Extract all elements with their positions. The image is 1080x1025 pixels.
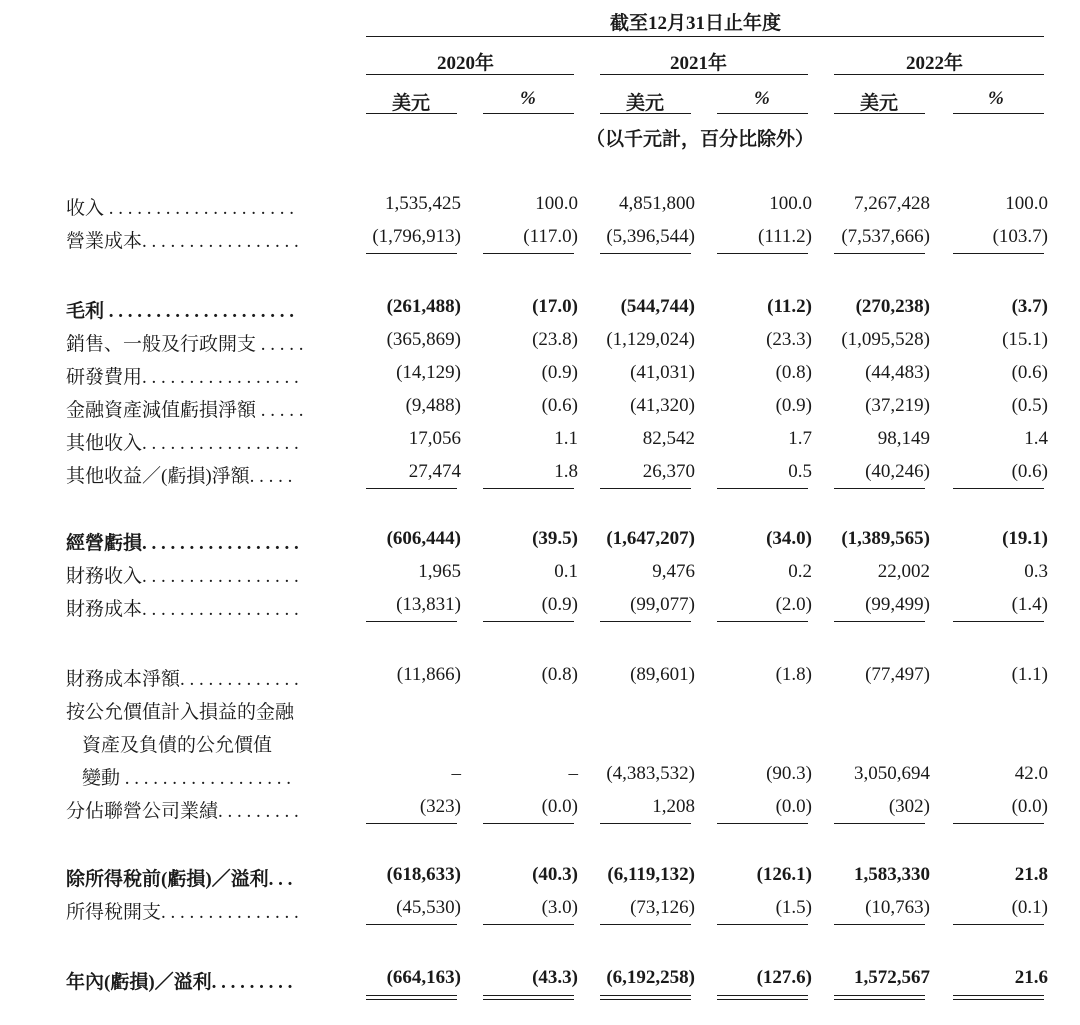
col-pct-2021: % xyxy=(754,88,770,109)
subtotal-rule xyxy=(366,823,457,824)
amount-cell: – xyxy=(451,763,461,784)
percent-cell: 0.1 xyxy=(554,561,578,582)
amount-cell: (10,763) xyxy=(865,897,930,918)
subtotal-rule xyxy=(953,621,1044,622)
amount-cell: 22,002 xyxy=(877,561,930,582)
amount-cell: (6,119,132) xyxy=(607,864,695,885)
row-label: 分佔聯營公司業績. . . . . . . . . xyxy=(66,801,299,822)
amount-cell: (1,647,207) xyxy=(606,528,695,549)
amount-cell: 1,583,330 xyxy=(854,864,930,885)
amount-cell: (606,444) xyxy=(386,528,461,549)
subtotal-rule xyxy=(600,823,691,824)
percent-cell: (0.5) xyxy=(1011,395,1048,416)
amount-cell: (73,126) xyxy=(630,897,695,918)
col-rule-usd-2021 xyxy=(600,113,691,114)
subtotal-rule xyxy=(600,924,691,925)
amount-cell: (89,601) xyxy=(630,664,695,685)
percent-cell: 1.1 xyxy=(554,428,578,449)
amount-cell: 1,572,567 xyxy=(854,967,930,988)
amount-cell: (4,383,532) xyxy=(606,763,695,784)
amount-cell: (45,530) xyxy=(396,897,461,918)
percent-cell: 0.3 xyxy=(1024,561,1048,582)
year-2021-heading: 2021年 xyxy=(670,53,728,74)
subtotal-rule xyxy=(953,823,1044,824)
subtotal-rule xyxy=(834,488,925,489)
amount-cell: (302) xyxy=(888,796,930,817)
percent-cell: (90.3) xyxy=(766,763,812,784)
row-label: 金融資產減值虧損淨額 . . . . . xyxy=(66,400,304,421)
percent-cell: (126.1) xyxy=(756,864,812,885)
percent-cell: 0.5 xyxy=(788,461,812,482)
amount-cell: (13,831) xyxy=(396,594,461,615)
amount-cell: (1,129,024) xyxy=(606,329,695,350)
amount-cell: (41,320) xyxy=(630,395,695,416)
amount-cell: 4,851,800 xyxy=(619,193,695,214)
total-double-rule xyxy=(600,995,691,1000)
subtotal-rule xyxy=(366,621,457,622)
year-rule-2020 xyxy=(366,74,574,75)
percent-cell: 1.7 xyxy=(788,428,812,449)
amount-cell: (1,389,565) xyxy=(841,528,930,549)
percent-cell: 1.4 xyxy=(1024,428,1048,449)
amount-cell: (40,246) xyxy=(865,461,930,482)
row-label: 其他收入. . . . . . . . . . . . . . . . . xyxy=(66,433,299,454)
row-label: 財務成本淨額. . . . . . . . . . . . . xyxy=(66,669,299,690)
percent-cell: (0.8) xyxy=(775,362,812,383)
subtotal-rule xyxy=(834,924,925,925)
amount-cell: (77,497) xyxy=(865,664,930,685)
amount-cell: (323) xyxy=(419,796,461,817)
percent-cell: (111.2) xyxy=(758,226,812,247)
subtotal-rule xyxy=(483,823,574,824)
subtotal-rule xyxy=(483,488,574,489)
subtotal-rule xyxy=(366,924,457,925)
amount-cell: 82,542 xyxy=(642,428,695,449)
amount-cell: 7,267,428 xyxy=(854,193,930,214)
row-label: 變動 . . . . . . . . . . . . . . . . . . xyxy=(82,768,292,789)
year-rule-2022 xyxy=(834,74,1044,75)
amount-cell: (11,866) xyxy=(396,664,461,685)
amount-cell: (1,095,528) xyxy=(841,329,930,350)
amount-cell: (14,129) xyxy=(396,362,461,383)
percent-cell: (0.6) xyxy=(1011,362,1048,383)
total-double-rule xyxy=(717,995,808,1000)
percent-cell: (0.6) xyxy=(541,395,578,416)
amount-cell: (544,744) xyxy=(620,296,695,317)
amount-cell: (1,796,913) xyxy=(372,226,461,247)
amount-cell: (261,488) xyxy=(386,296,461,317)
percent-cell: (23.3) xyxy=(766,329,812,350)
percent-cell: (0.9) xyxy=(775,395,812,416)
row-label: 所得稅開支. . . . . . . . . . . . . . . xyxy=(66,902,299,923)
percent-cell: (19.1) xyxy=(1002,528,1048,549)
col-rule-pct-2022 xyxy=(953,113,1044,114)
amount-cell: (41,031) xyxy=(630,362,695,383)
row-label: 收入 . . . . . . . . . . . . . . . . . . . . xyxy=(66,198,295,219)
percent-cell: 42.0 xyxy=(1014,763,1048,784)
amount-cell: (44,483) xyxy=(865,362,930,383)
subtotal-rule xyxy=(953,253,1044,254)
row-label: 財務成本. . . . . . . . . . . . . . . . . xyxy=(66,599,299,620)
amount-cell: (9,488) xyxy=(405,395,461,416)
amount-cell: (99,499) xyxy=(865,594,930,615)
row-label: 除所得稅前(虧損)／溢利. . . xyxy=(66,869,293,890)
amount-cell: (5,396,544) xyxy=(606,226,695,247)
percent-cell: – xyxy=(568,763,578,784)
row-label: 財務收入. . . . . . . . . . . . . . . . . xyxy=(66,566,299,587)
percent-cell: (127.6) xyxy=(756,967,812,988)
amount-cell: (664,163) xyxy=(386,967,461,988)
col-pct-2020: % xyxy=(520,88,536,109)
amount-cell: (6,192,258) xyxy=(606,967,695,988)
percent-cell: (43.3) xyxy=(532,967,578,988)
subtotal-rule xyxy=(483,253,574,254)
row-label: 資產及負債的公允價值 xyxy=(82,735,273,756)
percent-cell: (1.1) xyxy=(1011,664,1048,685)
year-2022-heading: 2022年 xyxy=(906,53,964,74)
unit-note: （以千元計，百分比除外） xyxy=(586,129,815,150)
subtotal-rule xyxy=(483,924,574,925)
percent-cell: (15.1) xyxy=(1002,329,1048,350)
period-rule xyxy=(366,36,1044,37)
percent-cell: 0.2 xyxy=(788,561,812,582)
subtotal-rule xyxy=(717,253,808,254)
amount-cell: 26,370 xyxy=(642,461,695,482)
percent-cell: 100.0 xyxy=(769,193,812,214)
total-double-rule xyxy=(953,995,1044,1000)
subtotal-rule xyxy=(717,488,808,489)
amount-cell: 1,208 xyxy=(652,796,695,817)
subtotal-rule xyxy=(834,253,925,254)
percent-cell: (0.9) xyxy=(541,362,578,383)
subtotal-rule xyxy=(483,621,574,622)
row-label: 研發費用. . . . . . . . . . . . . . . . . xyxy=(66,367,299,388)
row-label: 毛利 . . . . . . . . . . . . . . . . . . . . xyxy=(66,301,295,322)
percent-cell: (34.0) xyxy=(766,528,812,549)
amount-cell: 17,056 xyxy=(408,428,461,449)
amount-cell: 98,149 xyxy=(877,428,930,449)
col-usd-2022: 美元 xyxy=(860,93,899,114)
percent-cell: (3.7) xyxy=(1011,296,1048,317)
percent-cell: (0.0) xyxy=(1011,796,1048,817)
amount-cell: (99,077) xyxy=(630,594,695,615)
percent-cell: (3.0) xyxy=(541,897,578,918)
percent-cell: (0.0) xyxy=(775,796,812,817)
percent-cell: (23.8) xyxy=(532,329,578,350)
percent-cell: (0.6) xyxy=(1011,461,1048,482)
subtotal-rule xyxy=(717,924,808,925)
col-rule-usd-2022 xyxy=(834,113,925,114)
row-label: 年內(虧損)／溢利. . . . . . . . . xyxy=(66,972,293,993)
amount-cell: 3,050,694 xyxy=(854,763,930,784)
percent-cell: (0.0) xyxy=(541,796,578,817)
percent-cell: (1.8) xyxy=(775,664,812,685)
amount-cell: (270,238) xyxy=(855,296,930,317)
subtotal-rule xyxy=(834,621,925,622)
percent-cell: (39.5) xyxy=(532,528,578,549)
subtotal-rule xyxy=(600,253,691,254)
amount-cell: 1,965 xyxy=(418,561,461,582)
amount-cell: 9,476 xyxy=(652,561,695,582)
percent-cell: (40.3) xyxy=(532,864,578,885)
percent-cell: 100.0 xyxy=(535,193,578,214)
total-double-rule xyxy=(834,995,925,1000)
subtotal-rule xyxy=(953,488,1044,489)
percent-cell: (0.1) xyxy=(1011,897,1048,918)
year-2020-heading: 2020年 xyxy=(437,53,495,74)
percent-cell: (17.0) xyxy=(532,296,578,317)
col-rule-usd-2020 xyxy=(366,113,457,114)
row-label: 經營虧損. . . . . . . . . . . . . . . . . xyxy=(66,533,299,554)
percent-cell: (11.2) xyxy=(767,296,812,317)
percent-cell: (1.4) xyxy=(1011,594,1048,615)
subtotal-rule xyxy=(834,823,925,824)
amount-cell: (7,537,666) xyxy=(841,226,930,247)
percent-cell: 100.0 xyxy=(1005,193,1048,214)
col-usd-2020: 美元 xyxy=(392,93,431,114)
subtotal-rule xyxy=(366,488,457,489)
subtotal-rule xyxy=(717,823,808,824)
total-double-rule xyxy=(366,995,457,1000)
row-label: 營業成本. . . . . . . . . . . . . . . . . xyxy=(66,231,299,252)
col-rule-pct-2020 xyxy=(483,113,574,114)
subtotal-rule xyxy=(366,253,457,254)
percent-cell: (117.0) xyxy=(523,226,578,247)
col-pct-2022: % xyxy=(988,88,1004,109)
total-double-rule xyxy=(483,995,574,1000)
amount-cell: 1,535,425 xyxy=(385,193,461,214)
percent-cell: (103.7) xyxy=(992,226,1048,247)
subtotal-rule xyxy=(600,488,691,489)
percent-cell: 21.8 xyxy=(1014,864,1048,885)
percent-cell: (0.9) xyxy=(541,594,578,615)
amount-cell: 27,474 xyxy=(408,461,461,482)
percent-cell: (2.0) xyxy=(775,594,812,615)
percent-cell: (1.5) xyxy=(775,897,812,918)
row-label: 按公允價值計入損益的金融 xyxy=(66,702,295,723)
subtotal-rule xyxy=(600,621,691,622)
row-label: 其他收益／(虧損)淨額. . . . . xyxy=(66,466,293,487)
period-heading: 截至12月31日止年度 xyxy=(610,13,782,34)
amount-cell: (365,869) xyxy=(386,329,461,350)
percent-cell: (0.8) xyxy=(541,664,578,685)
subtotal-rule xyxy=(953,924,1044,925)
year-rule-2021 xyxy=(600,74,808,75)
percent-cell: 1.8 xyxy=(554,461,578,482)
amount-cell: (618,633) xyxy=(386,864,461,885)
subtotal-rule xyxy=(717,621,808,622)
percent-cell: 21.6 xyxy=(1014,967,1048,988)
col-rule-pct-2021 xyxy=(717,113,808,114)
row-label: 銷售、一般及行政開支 . . . . . xyxy=(66,334,304,355)
amount-cell: (37,219) xyxy=(865,395,930,416)
col-usd-2021: 美元 xyxy=(626,93,665,114)
